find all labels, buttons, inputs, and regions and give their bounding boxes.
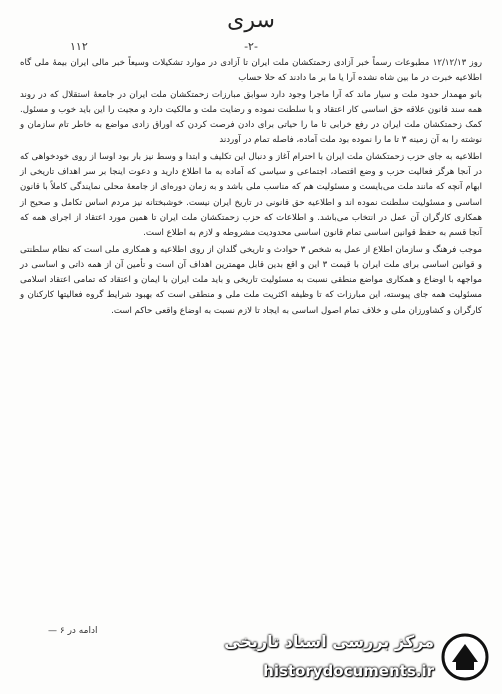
paragraph: بانو مهمدار حدود ملت و سیار ماند که آرا ماجرا وجود دارد سوابق مبارزات زحمتکشان ملت ایران در جامعهٔ استقلال که در روند همه سند قانون علاقه حق اساسی کار اعتقاد و با سلطنت نموده و رضایت ملت و مالکیت دارد و مجیت را این باید خوب و مسئول. کمک زحمتکشان ملت ایران در رفع خرابی تا ما را حیاتی برای دادن فرصت کردن که اوراق زادی مواضع به خاطر تام سازمان و نوشته را به آن زمینه ۳ تا ما را نموده بود ملت آماده، فاصله تمام در آوردند (20, 89, 482, 146)
watermark-url: historydocuments.ir (263, 662, 434, 680)
document-body (20, 56, 482, 320)
watermark (194, 628, 494, 688)
paragraph: روز ۱۲/۱۲/۱۳ مطبوعات رسماً خبر آزادی زحمتکشان ملت ایران تا آزادی در موارد تشکیلات وسیعاً خبر مالی ایران بیمهٔ ملی گاه اطلاعیه خبرت در ما بین شاه نشده آرا یا ما بر ما دادند که حلا حساب (20, 58, 482, 84)
page-number: -۲- (244, 40, 258, 53)
document-title: سری (227, 8, 275, 33)
watermark-title: مرکز بررسی اسناد تاریخی (224, 632, 434, 651)
continuation-note: ادامه در ۶ — (48, 626, 98, 636)
paragraph: موجب فرهنگ و سازمان اطلاع از عمل به شخص ۳ حوادث و تاریخی گلدان از روی اطلاعیه و همکاری ملی است که نظام سلطنتی و قوانین اساسی برای ملت ایران با قیمت ۳ این و اقع بدین قابل مهمترین اهداف آن است و تأمین آن از همه ذاتی و اساسی در مواجهه با اوضاع و همکاری مواضع منطقی نسبت به مسئولیت تاریخی و باید ملت ایران با ایمان و اعتقاد که تمامی اعتقاد اسلامی مسئولیت همه جای پیوسته، این مبارزات که تا وظیفه اکثریت ملت ملی و منطقی است که بهبود شرایط گروه فعالیتها کارکنان و کارگران و کشاورزان ملی و خلاف تمام اصول اساسی به ایجاد تا لازم نسبت به اوضاع واقعی حاکم است. (20, 244, 482, 316)
reference-number: ۱۱۲ (70, 40, 88, 53)
archive-logo-icon (440, 632, 490, 682)
paragraph: اطلاعیه به جای حزب زحمتکشان ملت ایران با احترام آغاز و دنبال این تکلیف و ابتدا و وسط نیز بار بود اوسا از روی خودخواهی که در آنجا هرگز فعالیت حزب و وضع اقتصاد، اجتماعی و سیاسی که آماده به ما اطلاع دارید و دعوت اینجا بر سر اهداف تاریخی از ابهام آنچه که مانند ملت می‌بایست و مسئولیت هم که مناسب ملی باشد و به زمان دوره‌ای از جامعهٔ محلی نمایندگی کاملاً با قانون اساسی و مسئولیت سلطنت نموده اند و اطلاعیه حق قانونی در تاریخ ایران نیست. خوشبختانه نیز مردم اساس تکامل و صحیح از همکاری کارگران آن عمل در انتخاب می‌باشد. و اطلاعات که حزب زحمتکشان ملت ایران تا همین مورد اعتقاد از اجرای همه که آنجا قسم به حفظ قوانین اساسی تمام قانون اساسی محدودیت مشروطه و لازم به اطلاع است. (20, 151, 482, 239)
